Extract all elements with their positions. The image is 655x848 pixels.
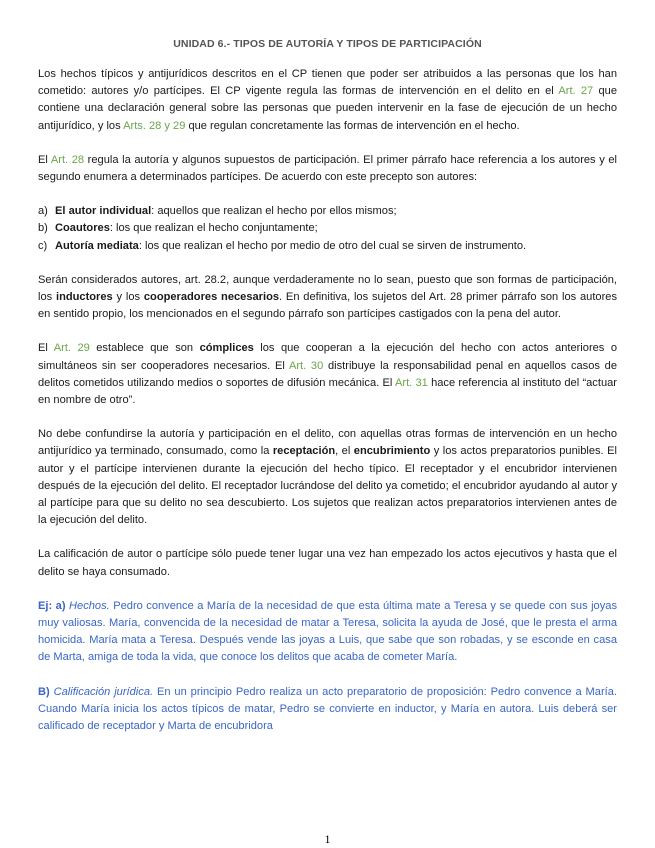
list-item-text bbox=[55, 220, 318, 237]
list-marker: a) bbox=[38, 205, 48, 218]
paragraph-art29 bbox=[38, 340, 617, 409]
list-item-text bbox=[55, 203, 397, 220]
bold-term: inductores bbox=[56, 291, 113, 304]
article-ref: Art. 31 bbox=[394, 376, 428, 389]
paragraph-participes bbox=[38, 272, 617, 324]
article-ref: Art. 29 bbox=[53, 342, 90, 355]
text-run: Los hechos típicos y antijurídicos descritos en el CP tienen que poder ser atribuidos a las personas que los han cometido: autores y/o partícipes. El CP vigente regula las formas de intervención en el delito en el bbox=[38, 68, 617, 98]
text-run: . En definitiva, los sujetos del Art. 28 primer párrafo son los autores en sentido propio, los mencionados en el segundo párrafo son partícipes castigados con la pena del autor. bbox=[38, 291, 618, 321]
list-item bbox=[38, 203, 617, 220]
text-run: hace referencia al instituto del “actuar en nombre de otro”. bbox=[38, 376, 617, 407]
example-text: Pedro convence a María de la necesidad de que esta última mate a Teresa y se quede con sus joyas muy valiosas. María, convencida de la necesidad de matar a Teresa, solicita la ayuda de José, que le presta el arma homicida. María mata a Teresa. Después vende las joyas a Luis, que sabe que son robadas, y se esconde en casa de Marta, amiga de toda la vida, que conoce los delitos que acaba de cometer María. bbox=[38, 599, 617, 664]
text-run: y los actos preparatorios punibles. El autor y el partícipe intervienen durante la ejecución del hecho típico. El receptador y el encubridor intervienen después de la ejecución del delito. El receptador lucrándose del delito ya cometido; el encubridor ayudando al autor y al partícipe para que su delito no sea descubierto. Los sujetos que realizan actos preparatorios intervienen antes de la ejecución del delito. bbox=[38, 445, 617, 527]
list-item-desc: : los que realizan el hecho por medio de otro del cual se sirven de instrumento. bbox=[138, 239, 527, 252]
paragraph-receptacion bbox=[38, 426, 617, 529]
bold-term: cómplices bbox=[199, 342, 254, 355]
example-label: Ej: a) bbox=[38, 599, 66, 612]
text-run: La calificación de autor o partícipe sólo puede tener lugar una vez han empezado los actos ejecutivos y hasta que el delito se haya consumado. bbox=[38, 548, 617, 578]
bold-term: cooperadores necesarios bbox=[143, 291, 280, 304]
text-run: que regulan concretamente las formas de intervención en el hecho. bbox=[185, 119, 520, 132]
article-ref: Art. 28 bbox=[50, 153, 85, 166]
text-run: Serán considerados autores, art. 28.2, aunque verdaderamente no lo sean, puesto que son formas de participación, los bbox=[38, 273, 617, 304]
bold-term: receptación bbox=[272, 445, 336, 458]
example-facts bbox=[38, 598, 617, 667]
text-run: distribuye la responsabilidad penal en aquellos casos de delitos cometidos utilizando medios o soportes de difusión mecánica. El bbox=[38, 359, 617, 389]
text-run: que contiene una declaración general sobre las personas que pueden intervenir en la fase de ejecución de un hecho antijurídico, y los bbox=[38, 85, 618, 132]
example-label: B) bbox=[38, 685, 50, 698]
text-run: y los bbox=[112, 291, 144, 304]
article-ref: Arts. 28 y 29 bbox=[123, 119, 186, 132]
text-run: El bbox=[38, 153, 51, 166]
paragraph-intro bbox=[38, 66, 617, 135]
text-run: regula la autoría y algunos supuestos de participación. El primer párrafo hace referencia a los autores y el segundo enumera a determinados partícipes. De acuerdo con este precepto son autores: bbox=[38, 153, 617, 184]
bold-term: encubrimiento bbox=[353, 445, 431, 458]
text-run: No debe confundirse la autoría y participación en el delito, con aquellas otras formas de intervención en un hecho antijurídico ya terminado, consumado, como la bbox=[38, 428, 617, 458]
text-run: los que cooperan a la ejecución del hecho con actos anteriores o simultáneos sin ser cooperadores necesarios. El bbox=[38, 342, 617, 372]
list-marker: b) bbox=[38, 222, 48, 235]
paragraph-calificacion bbox=[38, 546, 617, 580]
list-item-term: Autoría mediata bbox=[55, 239, 139, 252]
list-item bbox=[38, 220, 617, 237]
article-ref: Art. 27 bbox=[558, 85, 594, 98]
example-legal-qualification bbox=[38, 684, 617, 736]
list-item-desc: : aquellos que realizan el hecho por ellos mismos; bbox=[151, 205, 397, 218]
example-heading: Calificación jurídica. bbox=[53, 685, 154, 698]
page-number: 1 bbox=[324, 832, 331, 846]
example-heading: Hechos. bbox=[69, 599, 110, 612]
text-run: , el bbox=[335, 445, 354, 458]
list-item-desc: : los que realizan el hecho conjuntamente; bbox=[109, 222, 318, 235]
list-item-text bbox=[55, 238, 526, 255]
text-run: establece que son bbox=[89, 342, 200, 355]
article-ref: Art. 30 bbox=[288, 359, 324, 372]
text-run: El bbox=[38, 342, 54, 355]
document-title: UNIDAD 6.- TIPOS DE AUTORÍA Y TIPOS DE PARTICIPACIÓN bbox=[173, 38, 482, 50]
list-marker: c) bbox=[38, 239, 48, 252]
list-item-term: Coautores bbox=[55, 222, 110, 235]
paragraph-art28 bbox=[38, 152, 617, 186]
list-item-term: El autor individual bbox=[55, 205, 152, 218]
example-text: En un principio Pedro realiza un acto preparatorio de proposición: Pedro convence a María. Cuando María inicia los actos típicos de matar, Pedro se convierte en inductor, y María en autora. Luis deberá ser calificado de receptador y Marta de encubridora bbox=[38, 685, 617, 733]
authors-list bbox=[38, 203, 617, 255]
list-item bbox=[38, 238, 617, 255]
